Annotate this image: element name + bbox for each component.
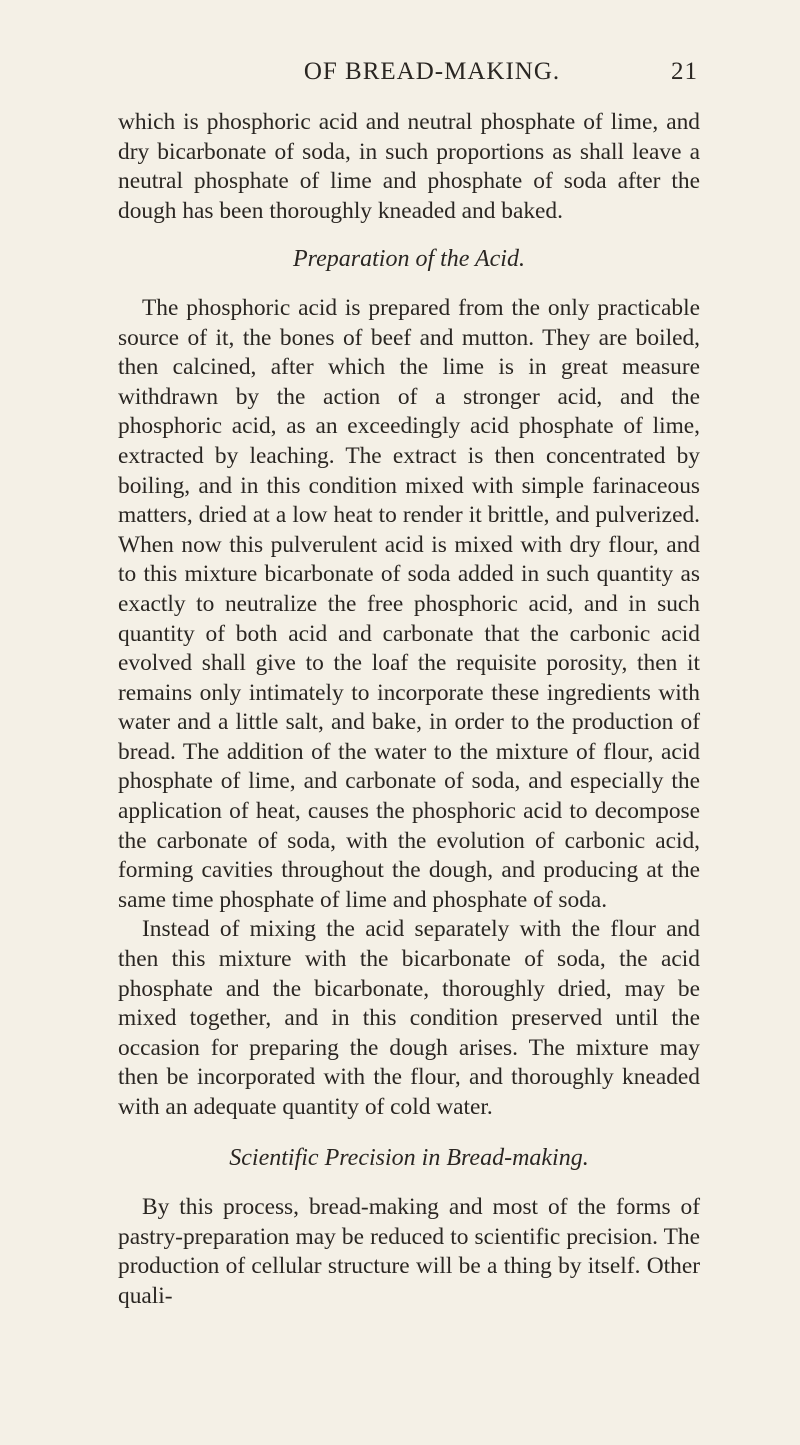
running-head [118, 58, 698, 98]
paragraph-preparation: The phosphoric acid is prepared from the only practicable source of it, the bones of beef and mutton. They are boiled, then calcined, after which the lime is in great measure withdrawn by the action of a stronger acid, and the phosphoric acid, as an exceedingly acid phosphate of lime, extracted by leaching. The extract is then concentrated by boiling, and in this condition mixed with simple farinaceous matters, dried at a low heat to render it brittle, and pulverized. When now this pulverulent acid is mixed with dry flour, and to this mixture bicarbonate of soda added in such quantity as exactly to neutralize the free phosphoric acid, and in such quantity of both acid and carbonate that the carbonic acid evolved shall give to the loaf the requisite porosity, then it remains only intimately to incorporate these ingredients with water and a little salt, and bake, in order to the production of bread. The addition of the water to the mixture of flour, acid phosphate of lime, and carbonate of soda, and especially the application of heat, causes the phosphoric acid to decompose the carbonate of soda, with the evolution of carbonic acid, forming cavities throughout the dough, and producing at the same time phosphate of lime and phosphate of soda. [118, 294, 700, 913]
running-title: OF BREAD-MAKING. [303, 58, 561, 85]
section-heading-scientific-precision: Scientific Precision in Bread-making. [229, 1144, 589, 1171]
body-text [118, 108, 700, 1312]
paragraph-mixing: Instead of mixing the acid separately with the flour and then this mixture with the bicarbonate of soda, the acid phosphate and the bicarbonate, thoroughly dried, may be mixed together, and in this condition preserved until the occasion for preparing the dough arises. The mixture may then be incorporated with the flour, and thoroughly kneaded with an adequate quantity of cold water. [118, 916, 700, 1120]
paragraph-scientific-precision: By this process, bread-making and most of the forms of pastry-preparation may be reduced to scientific precision. The production of cellular structure will be a thing by itself. Other quali- [118, 1194, 700, 1309]
section-heading-preparation: Preparation of the Acid. [293, 246, 525, 273]
page-number: 21 [671, 58, 698, 85]
paragraph-continued: which is phosphoric acid and neutral phosphate of lime, and dry bicarbonate of soda, in such proportions as shall leave a neutral phosphate of lime and phosphate of soda after the dough has been thoroughly kneaded and baked. [118, 109, 700, 224]
